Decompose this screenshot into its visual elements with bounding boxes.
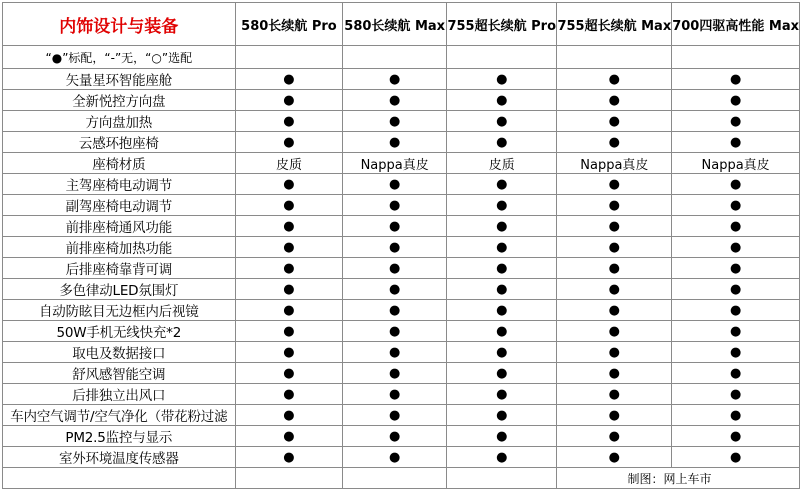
value-cell: Nappa真皮 — [672, 153, 800, 174]
standard-dot: ● — [235, 342, 343, 363]
empty-cell — [3, 468, 236, 489]
table-row — [3, 279, 800, 300]
standard-dot: ● — [447, 237, 557, 258]
standard-dot: ● — [672, 111, 800, 132]
standard-dot: ● — [672, 195, 800, 216]
standard-dot: ● — [343, 447, 447, 468]
empty-cell — [557, 46, 672, 69]
standard-dot: ● — [672, 363, 800, 384]
standard-dot: ● — [235, 447, 343, 468]
standard-dot: ● — [557, 216, 672, 237]
feature-label: 云感环抱座椅 — [3, 132, 236, 153]
feature-label: 车内空气调节/空气净化（带花粉过滤 — [3, 405, 236, 426]
value-cell: 皮质 — [235, 153, 343, 174]
value-cell: Nappa真皮 — [557, 153, 672, 174]
feature-label: 后排独立出风口 — [3, 384, 236, 405]
standard-dot: ● — [343, 300, 447, 321]
standard-dot: ● — [235, 405, 343, 426]
standard-dot: ● — [557, 300, 672, 321]
standard-dot: ● — [672, 447, 800, 468]
standard-dot: ● — [447, 279, 557, 300]
standard-dot: ● — [672, 279, 800, 300]
model-header: 755超长续航 Max — [557, 3, 672, 46]
standard-dot: ● — [447, 195, 557, 216]
standard-dot: ● — [343, 258, 447, 279]
standard-dot: ● — [557, 132, 672, 153]
standard-dot: ● — [447, 300, 557, 321]
standard-dot: ● — [343, 279, 447, 300]
model-header: 700四驱高性能 Max — [672, 3, 800, 46]
standard-dot: ● — [557, 363, 672, 384]
standard-dot: ● — [235, 321, 343, 342]
standard-dot: ● — [235, 90, 343, 111]
table-row — [3, 384, 800, 405]
table-row — [3, 90, 800, 111]
standard-dot: ● — [447, 426, 557, 447]
model-header: 580长续航 Pro — [235, 3, 343, 46]
standard-dot: ● — [672, 342, 800, 363]
standard-dot: ● — [343, 195, 447, 216]
table-row — [3, 321, 800, 342]
table-row — [3, 69, 800, 90]
standard-dot: ● — [557, 69, 672, 90]
standard-dot: ● — [235, 300, 343, 321]
standard-dot: ● — [343, 405, 447, 426]
standard-dot: ● — [557, 174, 672, 195]
standard-dot: ● — [235, 132, 343, 153]
spec-table-body — [3, 3, 800, 489]
standard-dot: ● — [447, 90, 557, 111]
standard-dot: ● — [672, 216, 800, 237]
feature-label: 方向盘加热 — [3, 111, 236, 132]
standard-dot: ● — [235, 258, 343, 279]
standard-dot: ● — [557, 384, 672, 405]
standard-dot: ● — [557, 342, 672, 363]
standard-dot: ● — [447, 132, 557, 153]
value-cell: 皮质 — [447, 153, 557, 174]
feature-label: PM2.5监控与显示 — [3, 426, 236, 447]
empty-cell — [672, 46, 800, 69]
standard-dot: ● — [447, 447, 557, 468]
standard-dot: ● — [447, 216, 557, 237]
empty-cell — [343, 46, 447, 69]
model-header: 580长续航 Max — [343, 3, 447, 46]
standard-dot: ● — [672, 174, 800, 195]
standard-dot: ● — [672, 405, 800, 426]
standard-dot: ● — [672, 132, 800, 153]
feature-label: 后排座椅靠背可调 — [3, 258, 236, 279]
table-row — [3, 258, 800, 279]
feature-label: 取电及数据接口 — [3, 342, 236, 363]
standard-dot: ● — [447, 69, 557, 90]
standard-dot: ● — [672, 321, 800, 342]
standard-dot: ● — [343, 342, 447, 363]
standard-dot: ● — [235, 69, 343, 90]
value-cell: Nappa真皮 — [343, 153, 447, 174]
standard-dot: ● — [557, 258, 672, 279]
standard-dot: ● — [672, 426, 800, 447]
empty-cell — [447, 46, 557, 69]
table-row — [3, 153, 800, 174]
standard-dot: ● — [343, 321, 447, 342]
legend-text: “●”标配，“-”无，“○”选配 — [3, 46, 236, 69]
table-row — [3, 132, 800, 153]
feature-label: 前排座椅通风功能 — [3, 216, 236, 237]
table-title: 内饰设计与装备 — [3, 3, 236, 46]
feature-label: 副驾座椅电动调节 — [3, 195, 236, 216]
standard-dot: ● — [343, 111, 447, 132]
feature-label: 50W手机无线快充*2 — [3, 321, 236, 342]
standard-dot: ● — [557, 405, 672, 426]
standard-dot: ● — [235, 384, 343, 405]
standard-dot: ● — [343, 384, 447, 405]
standard-dot: ● — [672, 69, 800, 90]
standard-dot: ● — [235, 111, 343, 132]
table-row — [3, 195, 800, 216]
standard-dot: ● — [235, 363, 343, 384]
standard-dot: ● — [557, 321, 672, 342]
standard-dot: ● — [235, 279, 343, 300]
empty-cell — [235, 46, 343, 69]
standard-dot: ● — [343, 69, 447, 90]
standard-dot: ● — [447, 342, 557, 363]
standard-dot: ● — [343, 237, 447, 258]
standard-dot: ● — [235, 216, 343, 237]
table-row — [3, 216, 800, 237]
table-row — [3, 426, 800, 447]
feature-label: 多色律动LED氛围灯 — [3, 279, 236, 300]
standard-dot: ● — [447, 321, 557, 342]
feature-label: 舒风感智能空调 — [3, 363, 236, 384]
standard-dot: ● — [343, 90, 447, 111]
model-header: 755超长续航 Pro — [447, 3, 557, 46]
standard-dot: ● — [557, 447, 672, 468]
header-row — [3, 3, 800, 46]
standard-dot: ● — [672, 258, 800, 279]
standard-dot: ● — [672, 300, 800, 321]
table-row — [3, 111, 800, 132]
standard-dot: ● — [343, 216, 447, 237]
standard-dot: ● — [235, 237, 343, 258]
feature-label: 全新悦控方向盘 — [3, 90, 236, 111]
empty-cell — [235, 468, 343, 489]
standard-dot: ● — [447, 363, 557, 384]
table-row — [3, 447, 800, 468]
table-row — [3, 174, 800, 195]
standard-dot: ● — [447, 384, 557, 405]
table-row — [3, 300, 800, 321]
feature-label: 主驾座椅电动调节 — [3, 174, 236, 195]
standard-dot: ● — [343, 174, 447, 195]
table-row — [3, 405, 800, 426]
standard-dot: ● — [343, 426, 447, 447]
standard-dot: ● — [672, 90, 800, 111]
standard-dot: ● — [557, 426, 672, 447]
legend-row — [3, 46, 800, 69]
standard-dot: ● — [343, 363, 447, 384]
feature-label: 座椅材质 — [3, 153, 236, 174]
standard-dot: ● — [557, 195, 672, 216]
standard-dot: ● — [235, 174, 343, 195]
chart-credit: 制图：网上车市 — [557, 468, 800, 489]
standard-dot: ● — [447, 174, 557, 195]
standard-dot: ● — [235, 426, 343, 447]
spec-table — [2, 2, 800, 489]
standard-dot: ● — [447, 405, 557, 426]
standard-dot: ● — [557, 237, 672, 258]
standard-dot: ● — [343, 132, 447, 153]
table-row — [3, 237, 800, 258]
footer-row — [3, 468, 800, 489]
empty-cell — [447, 468, 557, 489]
standard-dot: ● — [672, 237, 800, 258]
standard-dot: ● — [557, 111, 672, 132]
standard-dot: ● — [672, 384, 800, 405]
feature-label: 室外环境温度传感器 — [3, 447, 236, 468]
table-row — [3, 342, 800, 363]
standard-dot: ● — [557, 90, 672, 111]
feature-label: 前排座椅加热功能 — [3, 237, 236, 258]
standard-dot: ● — [557, 279, 672, 300]
table-row — [3, 363, 800, 384]
empty-cell — [343, 468, 447, 489]
standard-dot: ● — [447, 258, 557, 279]
feature-label: 矢量星环智能座舱 — [3, 69, 236, 90]
feature-label: 自动防眩目无边框内后视镜 — [3, 300, 236, 321]
standard-dot: ● — [447, 111, 557, 132]
standard-dot: ● — [235, 195, 343, 216]
